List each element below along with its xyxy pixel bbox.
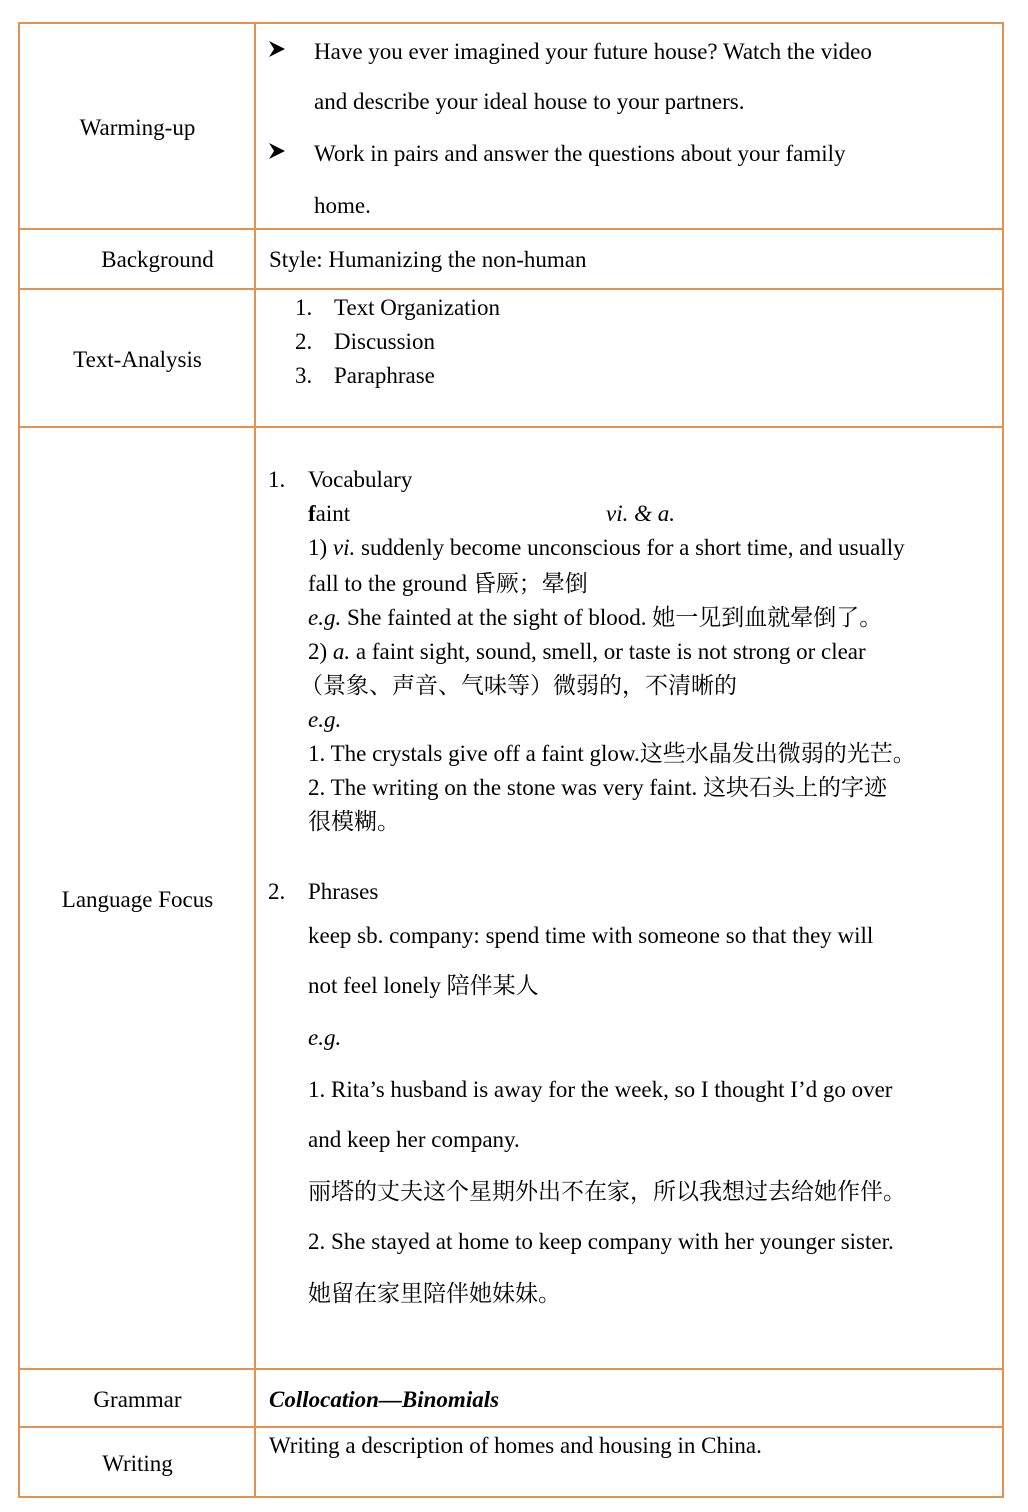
arrowhead-bullet-icon (268, 139, 286, 167)
sense-2-example-2: 2. The writing on the stone was very faint. 这块石头上的字迹 (308, 775, 887, 800)
sense-1-definition-cont: fall to the ground 昏厥；晕倒 (308, 571, 588, 596)
phrase-definition-cont: not feel lonely 陪伴某人 (308, 973, 539, 998)
phrases-heading: Phrases (308, 879, 379, 904)
sense-2-eg: e.g. (308, 707, 342, 732)
row-label-text-analysis: Text-Analysis (73, 347, 202, 372)
table-border-top (18, 22, 1004, 24)
warmup-bullet-1-line-1: Have you ever imagined your future house? Watch the video (314, 39, 872, 64)
warmup-bullet-2-line-2: home. (314, 193, 371, 218)
warmup-bullet-2-line-1: Work in pairs and answer the questions about your family (314, 141, 846, 166)
table-border-left (18, 22, 20, 1498)
row-divider (18, 228, 1004, 230)
list-number: 1. (268, 467, 286, 492)
phrase-eg: e.g. (308, 1025, 342, 1050)
arrowhead-bullet-icon (268, 37, 286, 65)
sense-2-example-1: 1. The crystals give off a faint glow.这些水晶发出微弱的光芒。 (308, 741, 916, 766)
phrase-example-1-translation: 丽塔的丈夫这个星期外出不在家，所以我想过去给她作伴。 (308, 1179, 906, 1204)
row-label-grammar: Grammar (93, 1387, 182, 1412)
row-divider (18, 426, 1004, 428)
phrase-example-2: 2. She stayed at home to keep company with her younger sister. (308, 1229, 894, 1254)
sense-2-example-2-cont: 很模糊。 (308, 809, 400, 834)
vocabulary-heading: Vocabulary (308, 467, 413, 492)
sense-2-definition: 2) a. a faint sight, sound, smell, or taste is not strong or clear (308, 639, 866, 664)
list-number: 2. (295, 329, 313, 354)
phrase-example-1: 1. Rita’s husband is away for the week, so I thought I’d go over (308, 1077, 893, 1102)
grammar-text: Collocation—Binomials (269, 1387, 500, 1412)
writing-text: Writing a description of homes and housing in China. (269, 1433, 762, 1458)
text-analysis-item: Discussion (334, 329, 435, 354)
list-number: 3. (295, 363, 313, 388)
list-number: 2. (268, 879, 286, 904)
row-label-warmup: Warming-up (79, 115, 196, 140)
table-border-bottom (18, 1496, 1004, 1498)
vocab-part-of-speech: vi. & a. (606, 501, 675, 526)
row-label-language-focus: Language Focus (61, 887, 214, 912)
phrase-example-1-cont: and keep her company. (308, 1127, 520, 1152)
row-label-background: Background (101, 247, 214, 272)
text-analysis-item: Text Organization (334, 295, 500, 320)
vocab-word: faint (308, 501, 351, 526)
table-border-right (1002, 22, 1004, 1498)
row-label-writing: Writing (102, 1451, 173, 1476)
sense-2-definition-cont: （景象、声音、气味等）微弱的，不清晰的 (300, 673, 737, 698)
text-analysis-item: Paraphrase (334, 363, 435, 388)
phrase-example-2-translation: 她留在家里陪伴她妹妹。 (308, 1281, 561, 1306)
background-text: Style: Humanizing the non-human (269, 247, 587, 272)
list-number: 1. (295, 295, 313, 320)
row-divider (18, 288, 1004, 290)
warmup-bullet-1-line-2: and describe your ideal house to your partners. (314, 89, 745, 114)
row-divider (18, 1426, 1004, 1428)
sense-1-definition: 1) vi. suddenly become unconscious for a short time, and usually (308, 535, 905, 560)
phrase-definition: keep sb. company: spend time with someone so that they will (308, 923, 874, 948)
column-divider (254, 22, 256, 1498)
sense-1-example: e.g. She fainted at the sight of blood. 她一见到血就晕倒了。 (308, 605, 883, 630)
row-divider (18, 1368, 1004, 1370)
